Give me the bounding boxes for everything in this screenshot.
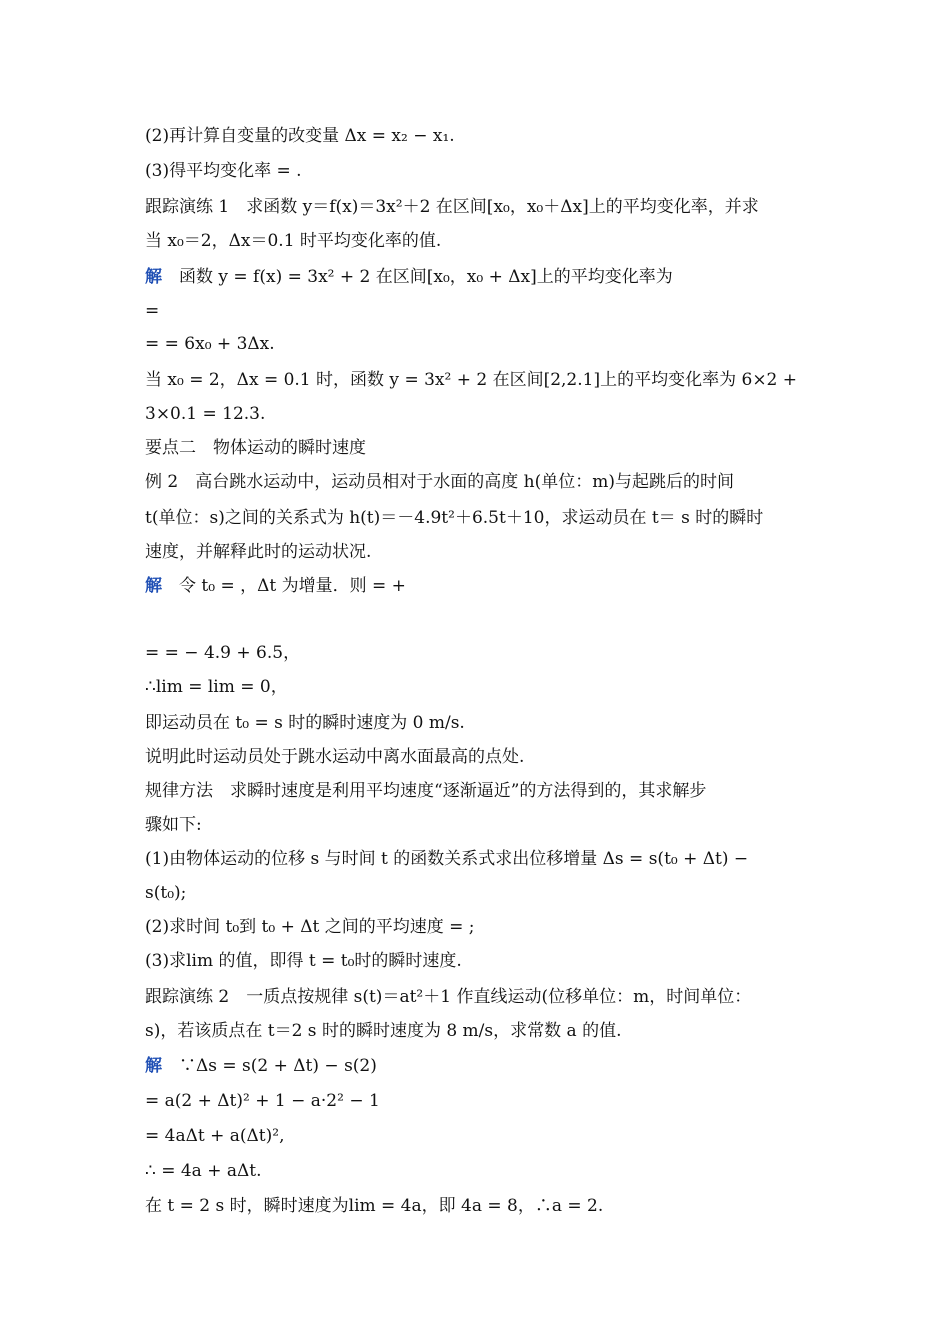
solution-line: 解 ∵Δs = s(2 + Δt) − s(2) [145,1056,377,1076]
text-line: = = 6x₀ + 3Δx. [145,334,275,354]
section-heading: 要点二 物体运动的瞬时速度 [145,438,366,458]
text-line: = [145,301,160,321]
text-line: 即运动员在 t₀ = s 时的瞬时速度为 0 m/s. [145,713,465,733]
text-line: (1)由物体运动的位移 s 与时间 t 的函数关系式求出位移增量 Δs = s(t₀ + Δt) − [145,849,749,869]
solution-label: 解 [145,267,162,287]
text-line: 当 x₀＝2，Δx＝0.1 时平均变化率的值. [145,231,442,251]
exercise-1-heading-line: 跟踪演练 1 求函数 y＝f(x)＝3x²＋2 在区间[x₀，x₀＋Δx]上的平均变化率，并求 [145,197,759,217]
method-heading-line: 规律方法 求瞬时速度是利用平均速度“逐渐逼近”的方法得到的，其求解步 [145,781,707,801]
text-line: s(t₀); [145,883,187,903]
text-line: 说明此时运动员处于跳水运动中离水面最高的点处. [145,747,525,767]
solution-label: 解 [145,1056,162,1076]
text-line: (2)再计算自变量的改变量 Δx = x₂ − x₁. [145,126,455,146]
text-line: ∴ = 4a + aΔt. [145,1161,262,1181]
text-line: 在 t = 2 s 时，瞬时速度为lim = 4a，即 4a = 8，∴a = 2. [145,1196,604,1216]
text-line: 速度，并解释此时的运动状况. [145,542,372,562]
text-line: s)，若该质点在 t＝2 s 时的瞬时速度为 8 m/s，求常数 a 的值. [145,1021,622,1041]
text-line: = = − 4.9 + 6.5， [145,643,301,663]
text-line: 3×0.1 = 12.3. [145,404,266,424]
text-line: = 4aΔt + a(Δt)², [145,1126,285,1146]
text-line: 骤如下: [145,815,202,835]
text-line: (2)求时间 t₀到 t₀ + Δt 之间的平均速度 = ; [145,917,475,937]
text-line: (3)求lim 的值，即得 t = t₀时的瞬时速度. [145,951,462,971]
solution-line: 解 函数 y = f(x) = 3x² + 2 在区间[x₀，x₀ + Δx]上的平均变化率为 [145,267,673,287]
exercise-2-heading-line: 跟踪演练 2 一质点按规律 s(t)＝at²＋1 作直线运动(位移单位：m，时间单位： [145,987,752,1007]
solution-line: 解 令 t₀ = ，Δt 为增量．则 = + [145,576,406,596]
text-line: ∴lim = lim = 0， [145,677,288,697]
text-line: 当 x₀ = 2，Δx = 0.1 时，函数 y = 3x² + 2 在区间[2,2.1]上的平均变化率为 6×2 + [145,370,798,390]
solution-label: 解 [145,576,162,596]
text-line: (3)得平均变化率 = . [145,161,302,181]
text-line: = a(2 + Δt)² + 1 − a·2² − 1 [145,1091,380,1111]
example-2-heading-line: 例 2 高台跳水运动中，运动员相对于水面的高度 h(单位：m)与起跳后的时间 [145,472,734,492]
text-line: t(单位：s)之间的关系式为 h(t)＝－4.9t²＋6.5t＋10，求运动员在 t＝ s 时的瞬时 [145,508,764,528]
